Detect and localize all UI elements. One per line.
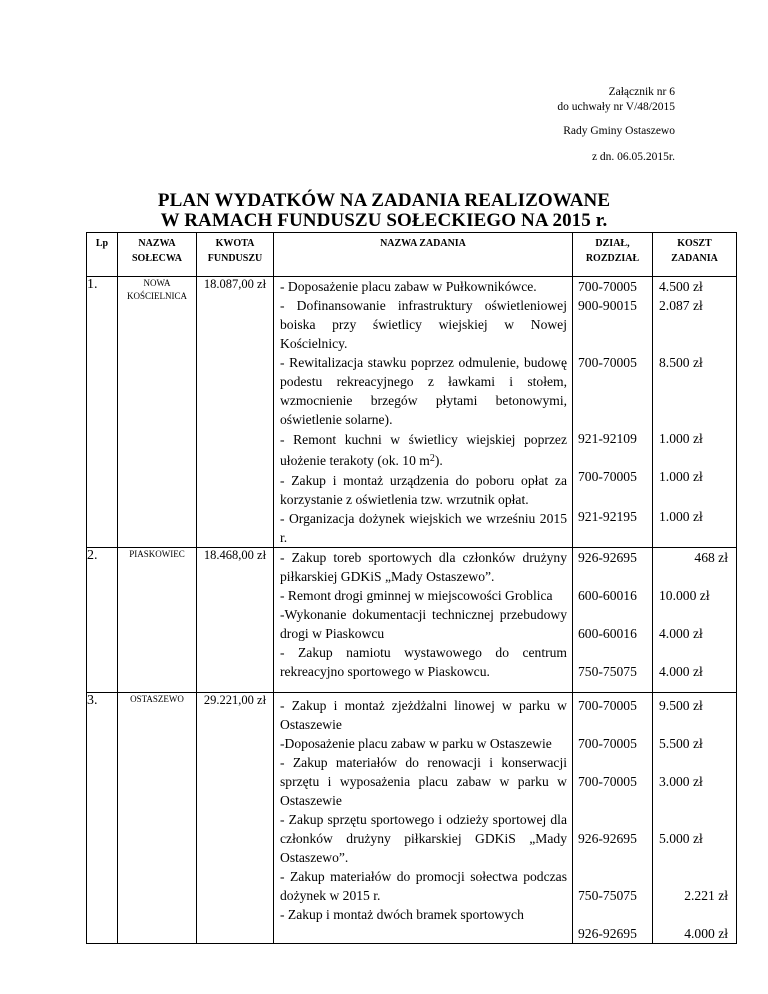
koszt-value: 4.000 zł <box>659 626 703 641</box>
dzial-value: 700-70005 <box>578 355 637 370</box>
dzial-value: 921-92195 <box>578 509 637 524</box>
task-item: -Wykonanie dokumentacji technicznej przebudowy drogi w Piaskowcu <box>280 607 567 641</box>
fund-amount: 18.087,00 zł <box>197 277 274 548</box>
dzial-value: 926-92695 <box>578 831 637 846</box>
koszt-value: 5.000 zł <box>659 831 703 846</box>
table-row <box>87 277 737 548</box>
dzial-value: 926-92695 <box>578 926 637 941</box>
koszt-value: 1.000 zł <box>659 431 703 446</box>
table-row <box>87 548 737 693</box>
task-item: - Zakup toreb sportowych dla członków drużyny piłkarskiej GDKiS „Mady Ostaszewo”. <box>280 550 567 584</box>
koszt-value: 1.000 zł <box>659 509 703 524</box>
koszt-value: 10.000 zł <box>659 588 710 603</box>
koszt-value: 1.000 zł <box>659 469 703 484</box>
task-item: - Zakup sprzętu sportowego i odzieży sportowej dla członków drużyny piłkarskiej GDKiS „Mady Ostaszewo”. <box>280 812 567 865</box>
solectwo-name: NOWA KOŚCIELNICA <box>118 277 197 548</box>
header-kwota: KWOTA FUNDUSZU <box>197 233 274 277</box>
koszt-value: 5.500 zł <box>659 736 703 751</box>
dzial-value: 700-70005 <box>578 698 637 713</box>
document-title-line2: W RAMACH FUNDUSZU SOŁECKIEGO NA 2015 r. <box>160 210 608 231</box>
koszt-value: 3.000 zł <box>659 774 703 789</box>
dzial-value: 921-92109 <box>578 431 637 446</box>
task-item: - Organizacja dożynek wiejskich we wrześniu 2015 r. <box>280 511 567 545</box>
attachment-number: Załącznik nr 6 <box>608 86 675 98</box>
dzial-list <box>573 693 653 944</box>
koszt-value: 2.087 zł <box>659 298 703 313</box>
task-item: - Doposażenie placu zabaw w Pułkownikówce. <box>280 279 537 294</box>
task-list <box>274 693 573 944</box>
row-number: 2. <box>87 548 118 693</box>
dzial-value: 600-60016 <box>578 588 637 603</box>
koszt-value: 4.500 zł <box>659 279 703 294</box>
task-item: -Doposażenie placu zabaw w parku w Ostaszewie <box>280 736 552 751</box>
row-number: 1. <box>87 277 118 548</box>
koszt-value: 4.000 zł <box>684 926 728 941</box>
task-item: - Remont kuchni w świetlicy wiejskiej poprzez ułożenie terakoty (ok. 10 $m^2$). <box>280 432 567 468</box>
table-row <box>87 693 737 944</box>
header-koszt: KOSZT ZADANIA <box>653 233 737 277</box>
task-list <box>274 548 573 693</box>
dzial-value: 700-70005 <box>578 469 637 484</box>
task-list <box>274 277 573 548</box>
dzial-list <box>573 277 653 548</box>
header-solectwo: NAZWA SOŁECWA <box>118 233 197 277</box>
resolution-number: do uchwały nr V/48/2015 <box>557 101 675 113</box>
koszt-value: 468 zł <box>694 550 728 565</box>
task-item: - Zakup materiałów do renowacji i konserwacji sprzętu i wyposażenia placu zabaw w parku w Ostaszewie <box>280 755 567 808</box>
task-item: - Zakup namiotu wystawowego do centrum rekreacyjno sportowego w Piaskowcu. <box>280 645 567 679</box>
koszt-value: 2.221 zł <box>684 888 728 903</box>
header-zadanie: NAZWA ZADANIA <box>274 233 573 277</box>
row-number: 3. <box>87 693 118 944</box>
task-item: - Remont drogi gminnej w miejscowości Groblica <box>280 588 553 603</box>
dzial-value: 750-75075 <box>578 664 637 679</box>
dzial-value: 700-70005 <box>578 774 637 789</box>
resolution-date: z dn. 06.05.2015r. <box>591 151 675 163</box>
dzial-value: 926-92695 <box>578 550 637 565</box>
dzial-value: 900-90015 <box>578 298 637 313</box>
dzial-value: 600-60016 <box>578 626 637 641</box>
solectwo-name: OSTASZEWO <box>118 693 197 944</box>
council-name: Rady Gminy Ostaszewo <box>563 125 675 137</box>
fund-amount: 29.221,00 zł <box>197 693 274 944</box>
task-item: - Zakup i montaż dwóch bramek sportowych <box>280 907 524 922</box>
dzial-value: 700-70005 <box>578 736 637 751</box>
expense-plan-table <box>86 232 737 944</box>
koszt-list <box>653 548 737 693</box>
dzial-value: 700-70005 <box>578 279 637 294</box>
header-dzial: DZIAŁ, ROZDZIAŁ <box>573 233 653 277</box>
task-item: - Dofinansowanie infrastruktury oświetleniowej boiska przy świetlicy wiejskiej w Nowej Kościelnicy. <box>280 298 567 351</box>
koszt-list <box>653 277 737 548</box>
header-lp: Lp <box>87 233 118 277</box>
solectwo-name: PIASKOWIEC <box>118 548 197 693</box>
document-title-line1: PLAN WYDATKÓW NA ZADANIA REALIZOWANE <box>157 190 611 211</box>
koszt-value: 8.500 zł <box>659 355 703 370</box>
task-item: - Zakup i montaż zjeżdżalni linowej w parku w Ostaszewie <box>280 698 567 732</box>
dzial-list <box>573 548 653 693</box>
task-item: - Zakup i montaż urządzenia do poboru opłat za korzystanie z oświetlenia tzw. wrzutnik opłat. <box>280 473 567 507</box>
task-item: - Rewitalizacja stawku poprzez odmulenie, budowę podestu rekreacyjnego z ławkami i stołem, wzmocnienie brzegów płytami betonowymi, oświetlenie solarne). <box>280 355 567 427</box>
task-item: - Zakup materiałów do promocji sołectwa podczas dożynek w 2015 r. <box>280 869 567 903</box>
koszt-value: 9.500 zł <box>659 698 703 713</box>
table-header-row <box>87 233 737 277</box>
dzial-value: 750-75075 <box>578 888 637 903</box>
fund-amount: 18.468,00 zł <box>197 548 274 693</box>
koszt-value: 4.000 zł <box>659 664 703 679</box>
koszt-list <box>653 693 737 944</box>
